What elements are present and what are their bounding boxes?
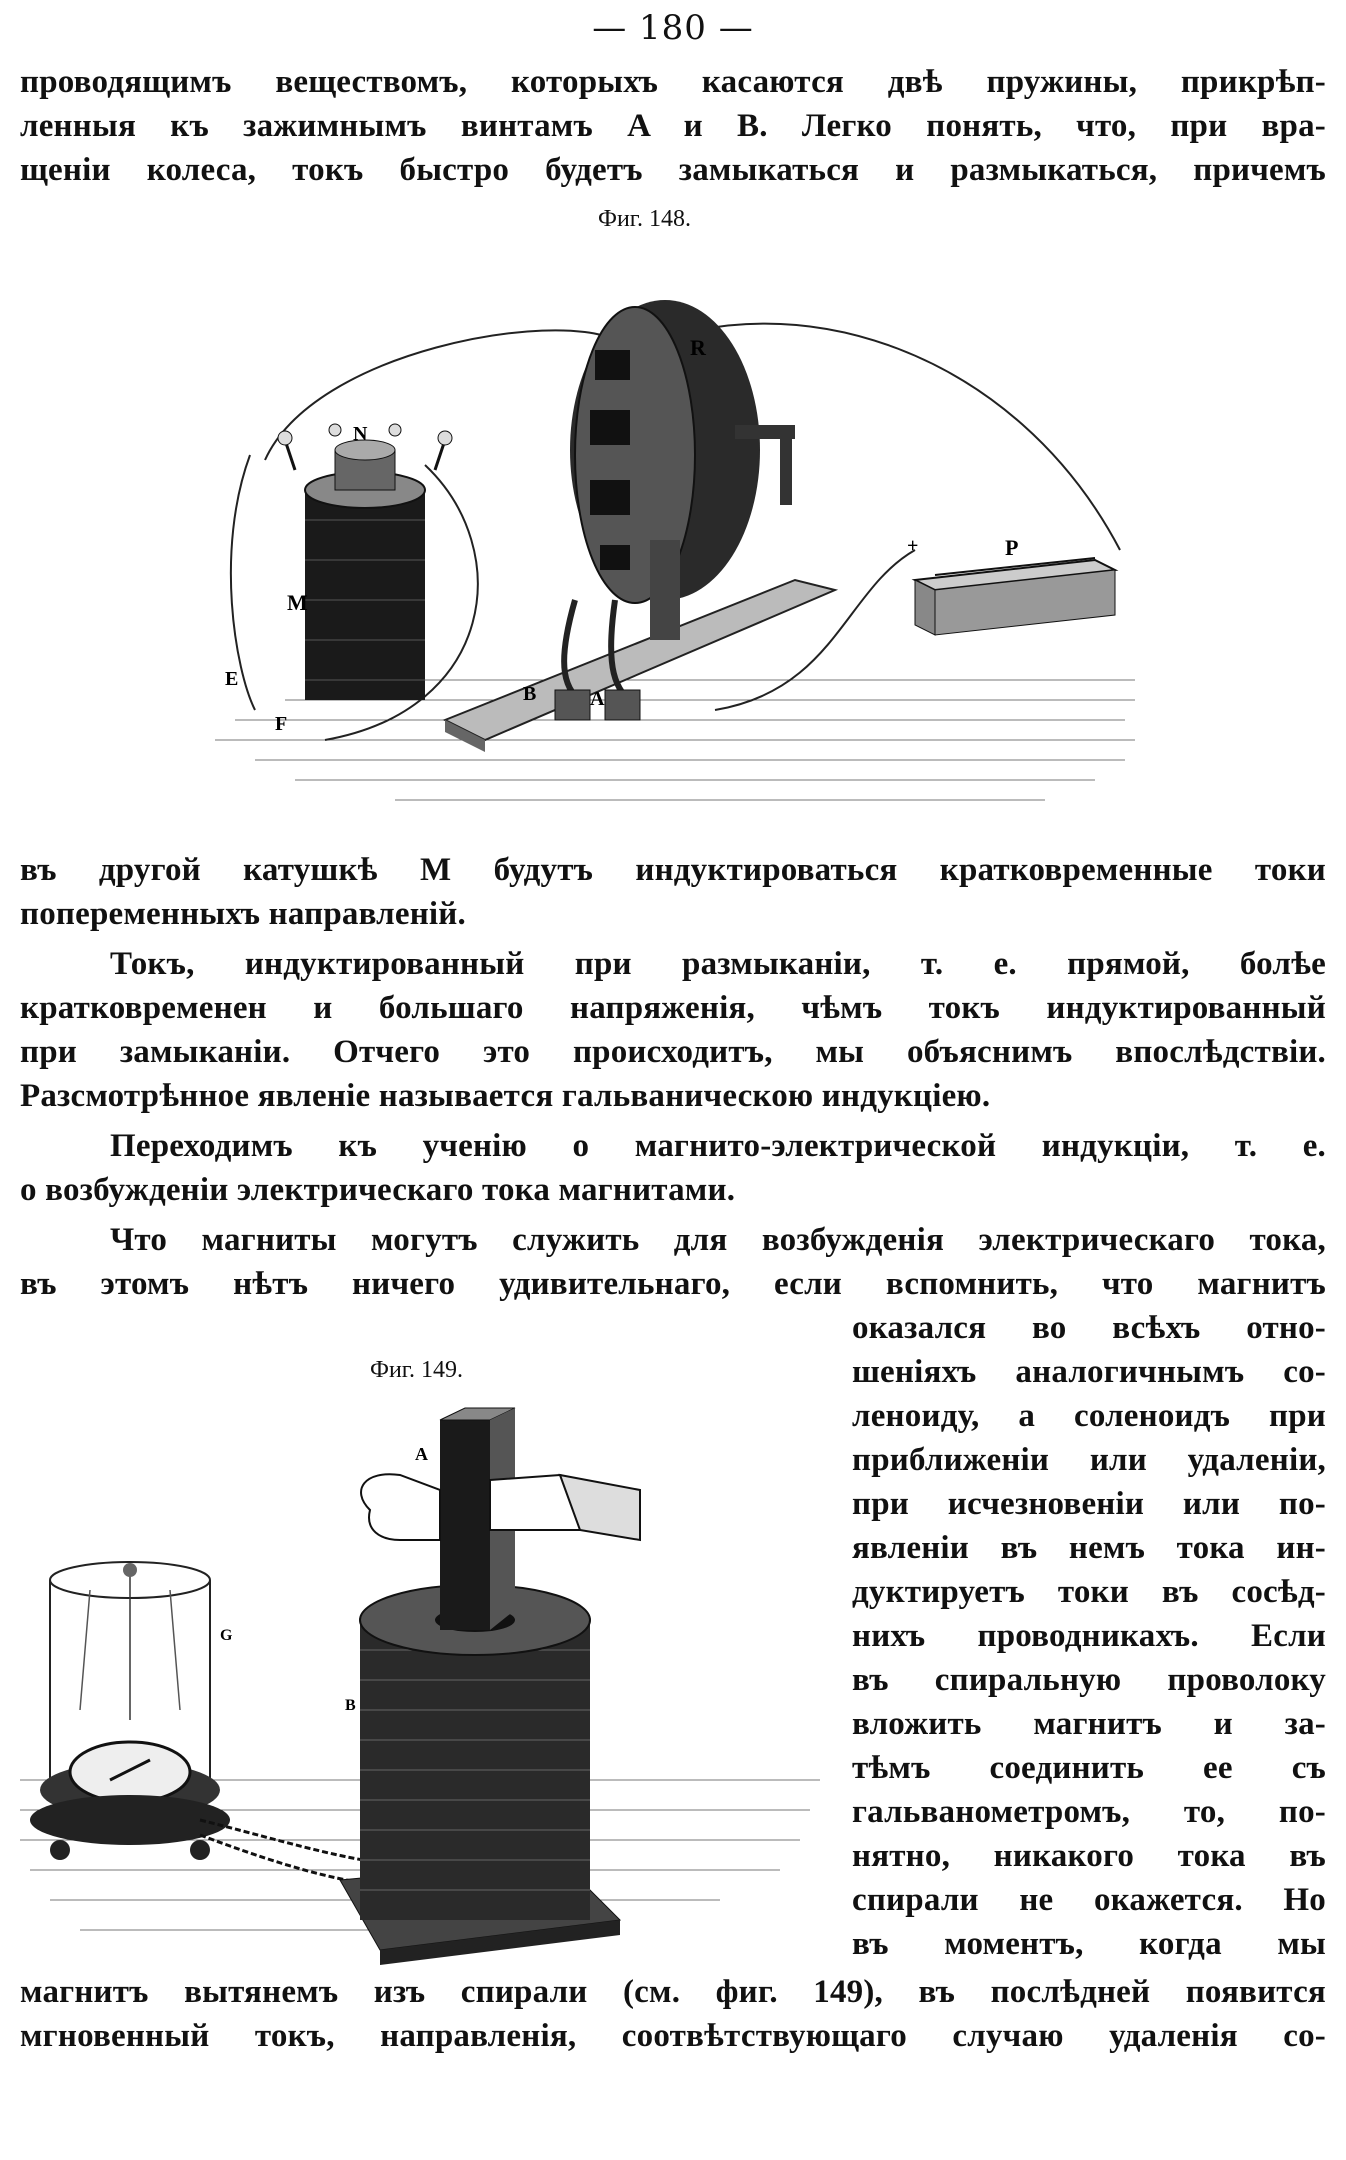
figure-caption: Фиг. 149. (370, 1357, 463, 1383)
text-line: магнитъ вытянемъ изъ спирали (см. фиг. 149), въ послѣдней появится (20, 1974, 1326, 2010)
text-line: леноиду, а соленоидъ при (852, 1398, 1326, 1434)
label-N: N (353, 423, 368, 445)
text-line: шеніяхъ аналогичнымъ со- (852, 1354, 1326, 1390)
label-A: A (415, 1444, 428, 1464)
figure-caption: Фиг. 148. (598, 206, 691, 232)
magnet-solenoid-galvanometer-icon (20, 1380, 830, 1980)
label-B: B (345, 1697, 356, 1714)
text-line: о возбужденіи электрическаго тока магнитами. (20, 1172, 736, 1208)
label-F: F (275, 713, 288, 735)
label-R: R (690, 335, 706, 360)
text-line: вложить магнитъ и за- (852, 1706, 1326, 1742)
text-line: нихъ проводникахъ. Если (852, 1618, 1326, 1654)
label-M: M (287, 590, 308, 615)
text-line: проводящимъ веществомъ, которыхъ касаются двѣ пружины, прикрѣп- (20, 64, 1326, 100)
text-line: Переходимъ къ ученію о магнито-электрической индукціи, т. е. (110, 1128, 1326, 1164)
page-number: — 180 — (592, 8, 754, 48)
text-line: щеніи колеса, токъ быстро будетъ замыкаться и размыкаться, причемъ (20, 152, 1326, 188)
label-P: P (1005, 535, 1019, 560)
text-line: оказался во всѣхъ отно- (852, 1310, 1326, 1346)
text-line: спирали не окажется. Но (852, 1882, 1326, 1918)
text-line: попеременныхъ направленій. (20, 896, 466, 932)
text-line: въ моментъ, когда мы (852, 1926, 1326, 1962)
induction-coil-wheel-icon (195, 290, 1145, 810)
label-E: E (225, 668, 239, 690)
text-line: при замыканіи. Отчего это происходитъ, мы объяснимъ впослѣдствіи. (20, 1034, 1326, 1070)
text-line: приближеніи или удаленіи, (852, 1442, 1326, 1478)
text-line: дуктируетъ токи въ сосѣд- (852, 1574, 1326, 1610)
label-plus: + (907, 535, 919, 557)
text-line: при исчезновеніи или по- (852, 1486, 1326, 1522)
text-line: Токъ, индуктированный при размыканіи, т. е. прямой, болѣе (110, 946, 1326, 982)
figure-149-illustration (20, 1380, 830, 1980)
figure-148-illustration (195, 290, 1145, 810)
text-line: въ этомъ нѣтъ ничего удивительнаго, если вспомнить, что магнитъ (20, 1266, 1326, 1302)
text-line: въ другой катушкѣ M будутъ индуктироваться кратковременные токи (20, 852, 1326, 888)
text-line: въ спиральную проволоку (852, 1662, 1326, 1698)
text-line: нятно, никакого тока въ (852, 1838, 1326, 1874)
text-line: Что магниты могутъ служить для возбужденія электрическаго тока, (110, 1222, 1326, 1258)
text-line: явленіи въ немъ тока ин- (852, 1530, 1326, 1566)
label-A: A (590, 688, 605, 710)
text-line: кратковременен и большаго напряженія, чѣмъ токъ индуктированный (20, 990, 1326, 1026)
text-line: гальванометромъ, то, по- (852, 1794, 1326, 1830)
label-B: B (523, 683, 537, 705)
text-line: тѣмъ соединить ее съ (852, 1750, 1326, 1786)
text-line: мгновенный токъ, направленія, соотвѣтствующаго случаю удаленія со- (20, 2018, 1326, 2054)
label-G: G (220, 1627, 233, 1644)
text-line: ленныя къ зажимнымъ винтамъ A и B. Легко понять, что, при вра- (20, 108, 1326, 144)
text-line: Разсмотрѣнное явленіе называется гальваническою индукціею. (20, 1078, 991, 1114)
